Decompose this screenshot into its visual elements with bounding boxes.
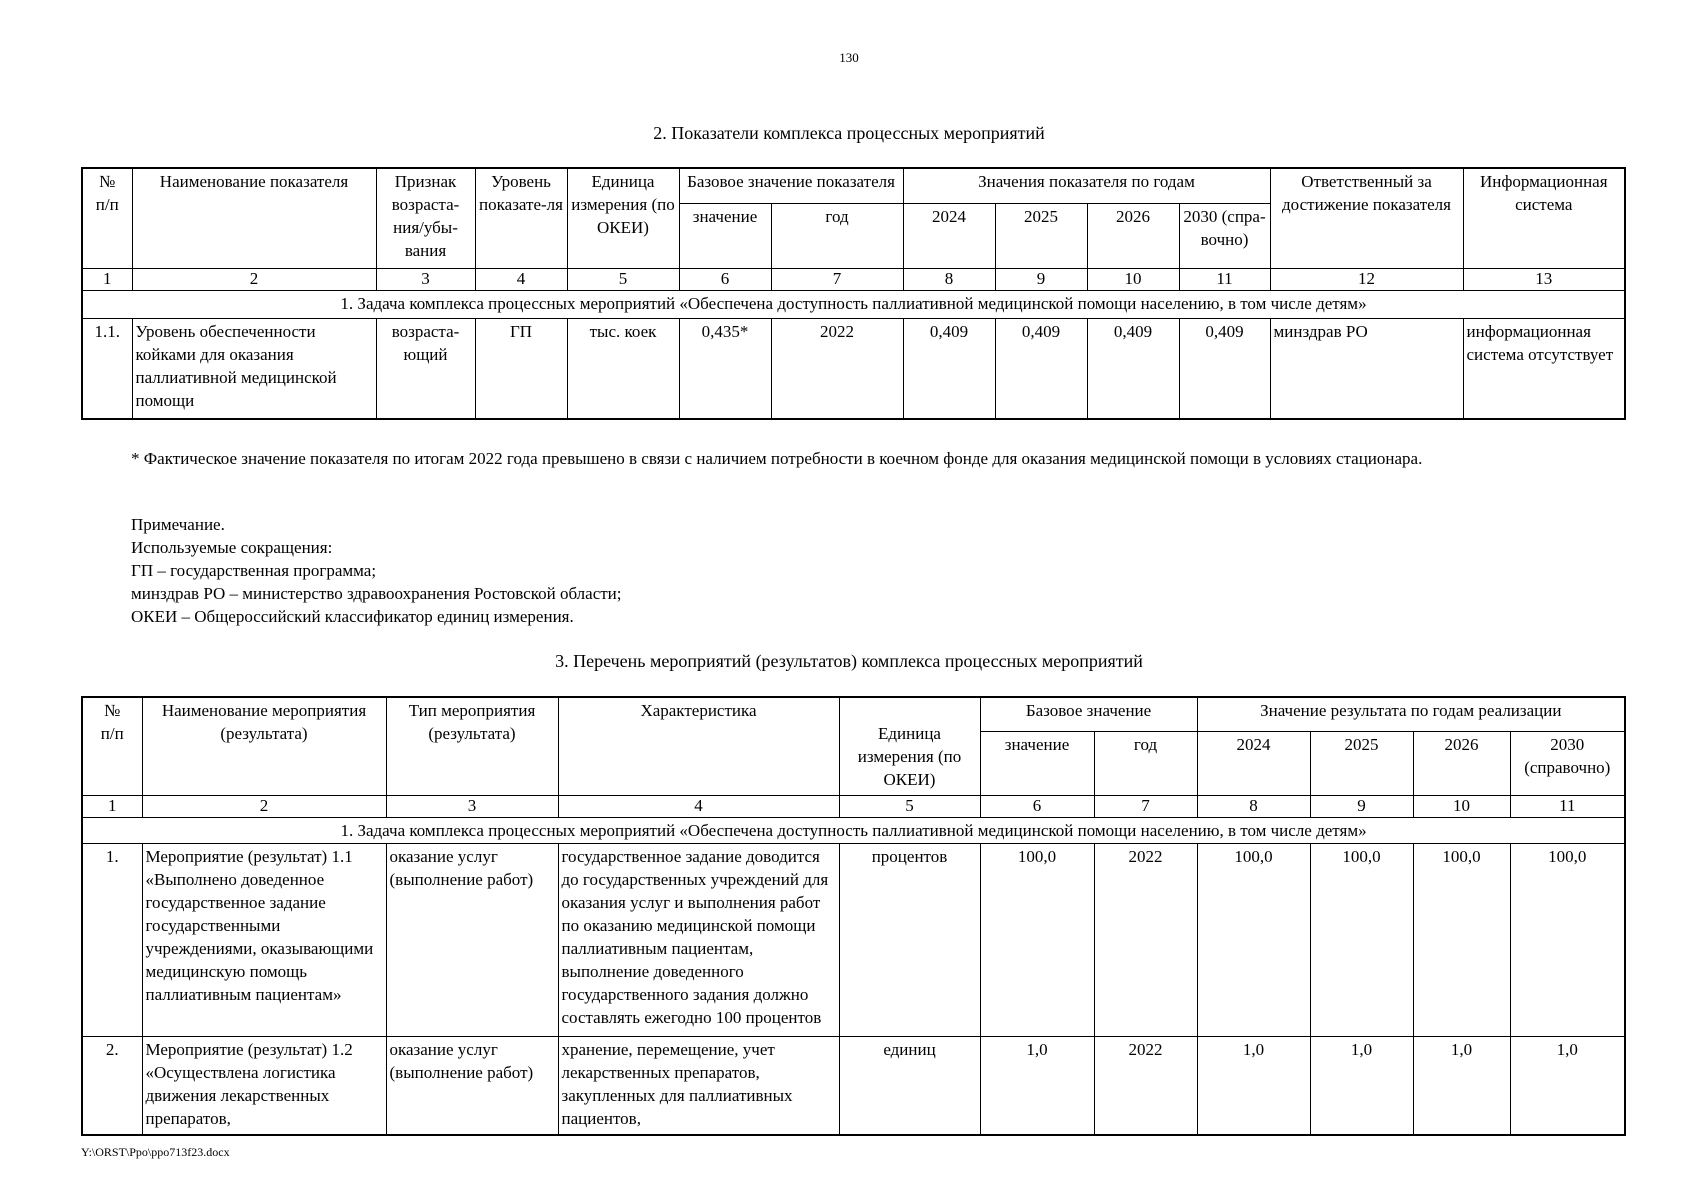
activity-type: оказание услуг (выполнение работ)	[386, 844, 558, 1037]
row-num: 1.1.	[82, 318, 132, 419]
header-characteristic: Характеристика	[558, 697, 839, 795]
column-number: 5	[839, 795, 980, 817]
column-number: 10	[1087, 269, 1179, 291]
column-number: 6	[980, 795, 1094, 817]
value-2025: 0,409	[995, 318, 1087, 419]
header-year-2025: 2025	[995, 203, 1087, 268]
header-years: Значение результата по годам реализации	[1197, 697, 1625, 732]
header-infosystem: Информационная система	[1463, 168, 1625, 269]
header-row	[82, 697, 1625, 732]
column-number: 6	[679, 269, 771, 291]
header-name: Наименование показателя	[132, 168, 376, 269]
base-year: 2022	[771, 318, 903, 419]
column-numbers-row	[82, 269, 1625, 291]
value-2030: 1,0	[1510, 1037, 1625, 1135]
column-number: 3	[386, 795, 558, 817]
indicator-sign: возраста-ющий	[376, 318, 475, 419]
abbreviation-item: минздрав РО – министерство здравоохранения Ростовской области;	[131, 584, 622, 603]
column-number: 9	[1310, 795, 1413, 817]
value-2024: 100,0	[1197, 844, 1310, 1037]
header-num: № п/п	[82, 168, 132, 269]
activity-type: оказание услуг (выполнение работ)	[386, 1037, 558, 1135]
task-title: 1. Задача комплекса процессных мероприятий «Обеспечена доступность паллиативной медицинской помощи населению, в том числе детям»	[82, 817, 1625, 844]
base-value: 1,0	[980, 1037, 1094, 1135]
notes	[131, 513, 622, 628]
column-number: 4	[475, 269, 567, 291]
column-number: 8	[1197, 795, 1310, 817]
column-number: 2	[132, 269, 376, 291]
value-2024: 0,409	[903, 318, 995, 419]
indicators-table	[81, 167, 1626, 420]
value-2024: 1,0	[1197, 1037, 1310, 1135]
task-row	[82, 291, 1625, 318]
value-2025: 1,0	[1310, 1037, 1413, 1135]
header-year-2026: 2026	[1087, 203, 1179, 268]
header-unit: Единица измерения (по ОКЕИ)	[567, 168, 679, 269]
activity-unit: процентов	[839, 844, 980, 1037]
header-year-2026: 2026	[1413, 732, 1510, 796]
column-number: 1	[82, 269, 132, 291]
value-2026: 0,409	[1087, 318, 1179, 419]
abbreviation-item: ОКЕИ – Общероссийский классификатор единиц измерения.	[131, 607, 574, 626]
column-number: 3	[376, 269, 475, 291]
section-2-title: 2. Показатели комплекса процессных мероприятий	[653, 123, 1045, 143]
column-number: 8	[903, 269, 995, 291]
base-year: 2022	[1094, 844, 1197, 1037]
activity-unit: единиц	[839, 1037, 980, 1135]
abbreviations-title: Используемые сокращения:	[131, 538, 333, 557]
header-sign: Признак возраста-ния/убы-вания	[376, 168, 475, 269]
column-number: 12	[1270, 269, 1463, 291]
column-number: 2	[142, 795, 386, 817]
activity-name: Мероприятие (результат) 1.1 «Выполнено доведенное государственное задание государственными учреждениями, оказывающими медицинскую помощь паллиативным пациентам»	[142, 844, 386, 1037]
value-2030: 100,0	[1510, 844, 1625, 1037]
footnote: * Фактическое значение показателя по итогам 2022 года превышено в связи с наличием потребности в коечном фонде для оказания медицинской помощи в условиях стационара.	[131, 449, 1423, 468]
indicator-name: Уровень обеспеченности койками для оказания паллиативной медицинской помощи	[132, 318, 376, 419]
task-title: 1. Задача комплекса процессных мероприятий «Обеспечена доступность паллиативной медицинской помощи населению, в том числе детям»	[82, 291, 1625, 318]
abbreviation-item: ГП – государственная программа;	[131, 561, 377, 580]
file-path: Y:\ORST\Ppo\ppo713f23.docx	[81, 1145, 230, 1159]
activity-name: Мероприятие (результат) 1.2 «Осуществлена логистика движения лекарственных препаратов,	[142, 1037, 386, 1135]
header-responsible: Ответственный за достижение показателя	[1270, 168, 1463, 269]
header-row	[82, 168, 1625, 203]
base-value: 100,0	[980, 844, 1094, 1037]
table-row	[82, 1037, 1625, 1135]
activity-characteristic: государственное задание доводится до государственных учреждений для оказания услуг и выполнения работ по оказанию медицинской помощи паллиативным пациентам, выполнение доведенного государственного задания должно составлять ежегодно 100 процентов	[558, 844, 839, 1037]
header-base: Базовое значение	[980, 697, 1197, 732]
header-base-value: значение	[679, 203, 771, 268]
indicator-unit: тыс. коек	[567, 318, 679, 419]
header-year-2030: 2030 (справочно)	[1510, 732, 1625, 796]
value-2030: 0,409	[1179, 318, 1270, 419]
header-type: Тип мероприятия (результата)	[386, 697, 558, 795]
task-row	[82, 817, 1625, 844]
section-3-title: 3. Перечень мероприятий (результатов) комплекса процессных мероприятий	[555, 651, 1143, 671]
column-number: 1	[82, 795, 142, 817]
activity-characteristic: хранение, перемещение, учет лекарственных препаратов, закупленных для паллиативных пациентов,	[558, 1037, 839, 1135]
header-year-2024: 2024	[1197, 732, 1310, 796]
header-year-2025: 2025	[1310, 732, 1413, 796]
header-years: Значения показателя по годам	[903, 168, 1270, 203]
row-num: 2.	[82, 1037, 142, 1135]
header-year-2024: 2024	[903, 203, 995, 268]
column-numbers-row	[82, 795, 1625, 817]
column-number: 4	[558, 795, 839, 817]
column-number: 11	[1179, 269, 1270, 291]
column-number: 13	[1463, 269, 1625, 291]
responsible: минздрав РО	[1270, 318, 1463, 419]
header-name: Наименование мероприятия (результата)	[142, 697, 386, 795]
header-base: Базовое значение показателя	[679, 168, 903, 203]
indicator-level: ГП	[475, 318, 567, 419]
base-value: 0,435*	[679, 318, 771, 419]
table-row	[82, 318, 1625, 419]
column-number: 10	[1413, 795, 1510, 817]
header-year-2030: 2030 (спра-вочно)	[1179, 203, 1270, 268]
header-base-value: значение	[980, 732, 1094, 796]
activities-table	[81, 696, 1626, 1136]
header-base-year: год	[771, 203, 903, 268]
header-num: № п/п	[82, 697, 142, 795]
value-2026: 1,0	[1413, 1037, 1510, 1135]
notes-title: Примечание.	[131, 515, 225, 534]
row-num: 1.	[82, 844, 142, 1037]
table-row	[82, 844, 1625, 1037]
column-number: 5	[567, 269, 679, 291]
header-level: Уровень показате-ля	[475, 168, 567, 269]
infosystem: информационная система отсутствует	[1463, 318, 1625, 419]
header-base-year: год	[1094, 732, 1197, 796]
value-2026: 100,0	[1413, 844, 1510, 1037]
column-number: 7	[1094, 795, 1197, 817]
column-number: 11	[1510, 795, 1625, 817]
header-unit: Единица измерения (по ОКЕИ)	[839, 697, 980, 795]
value-2025: 100,0	[1310, 844, 1413, 1037]
base-year: 2022	[1094, 1037, 1197, 1135]
column-number: 9	[995, 269, 1087, 291]
page-number: 130	[839, 50, 859, 65]
column-number: 7	[771, 269, 903, 291]
